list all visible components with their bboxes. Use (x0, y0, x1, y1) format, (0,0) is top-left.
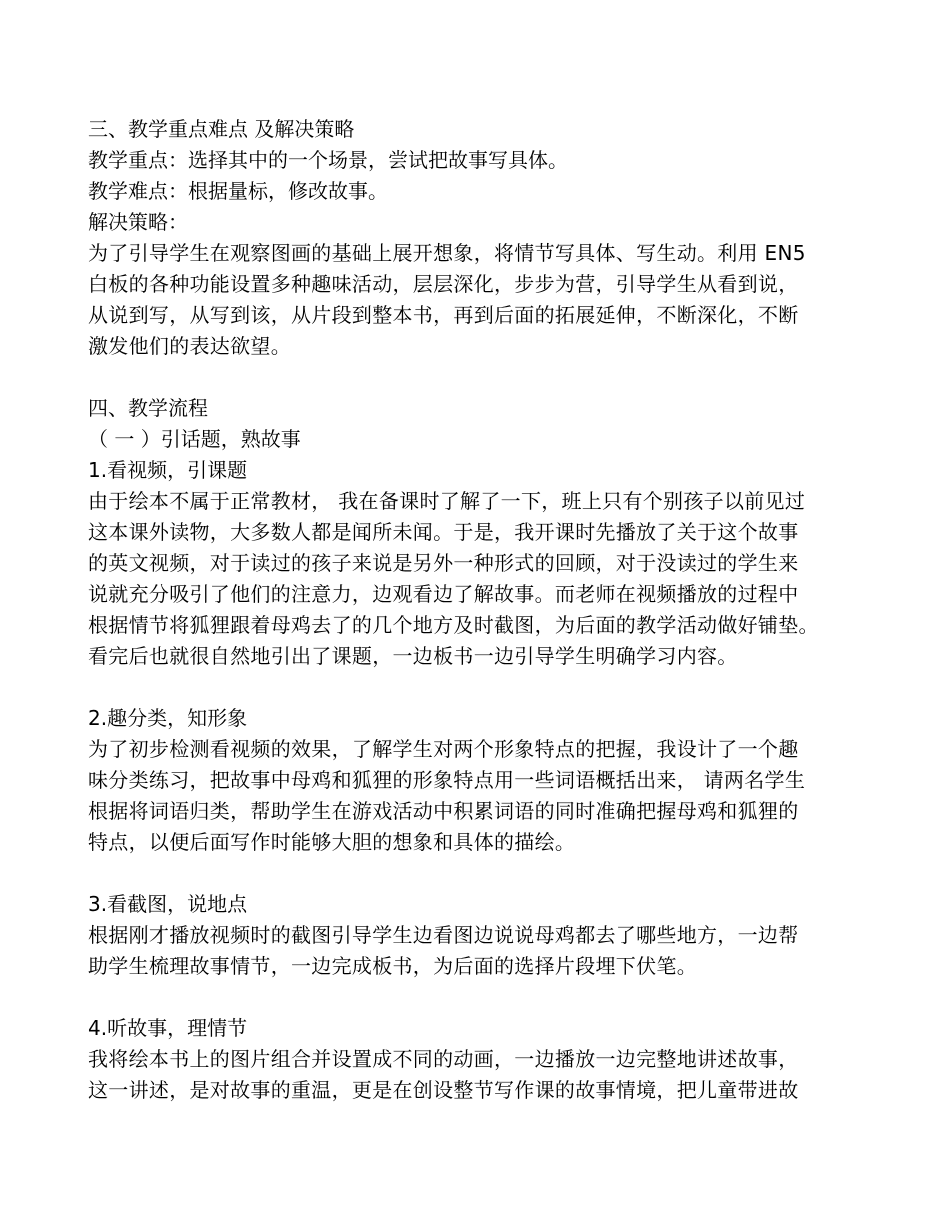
paragraph-line: 说就充分吸引了他们的注意力，边观看边了解故事。而老师在视频播放的过程中 (88, 582, 799, 606)
step-2-paragraph (88, 734, 863, 858)
paragraph-line: 由于绘本不属于正常教材， 我在备课时了解了一下，班上只有个别孩子以前见过 (88, 489, 806, 513)
paragraph-line: 白板的各种功能设置多种趣味活动，层层深化，步步为营，引导学生从看到说， (88, 272, 799, 296)
paragraph-line: 的英文视频，对于读过的孩子来说是另外一种形式的回顾，对于没读过的学生来 (88, 551, 799, 575)
step-1-paragraph (88, 486, 863, 672)
blank-line (88, 858, 863, 889)
paragraph-line: 助学生梳理故事情节，一边完成板书，为后面的选择片段埋下伏笔。 (88, 954, 697, 978)
paragraph-line: 特点，以便后面写作时能够大胆的想象和具体的描绘。 (88, 830, 576, 854)
section-heading-4: 四、教学流程 (88, 396, 208, 420)
step-4-title: 4.听故事，理情节 (88, 1016, 248, 1040)
paragraph-line: 我将绘本书上的图片组合并设置成不同的动画，一边播放一边完整地讲述故事， (88, 1047, 799, 1071)
paragraph-line: 看完后也就很自然地引出了课题，一边板书一边引导学生明确学习内容。 (88, 644, 738, 668)
step-2-title: 2.趣分类，知形象 (88, 706, 248, 730)
paragraph-line: 这一讲述，是对故事的重温，更是在创设整节写作课的故事情境，把儿童带进故 (88, 1078, 799, 1102)
paragraph-line: 味分类练习，把故事中母鸡和狐狸的形象特点用一些词语概括出来， 请两名学生 (88, 768, 806, 792)
step-3-paragraph (88, 920, 863, 982)
strategy-paragraph (88, 238, 863, 362)
document-page (88, 114, 863, 1106)
paragraph-line: 激发他们的表达欲望。 (88, 334, 291, 358)
paragraph-line: 根据将词语归类，帮助学生在游戏活动中积累词语的同时准确把握母鸡和狐狸的 (88, 799, 799, 823)
step-1-title: 1.看视频，引课题 (88, 458, 248, 482)
paragraph-line: 为了引导学生在观察图画的基础上展开想象，将情节写具体、写生动。利用 EN5 (88, 241, 806, 265)
difficulty-line: 教学难点：根据量标，修改故事。 (88, 179, 388, 203)
blank-line (88, 362, 863, 393)
paragraph-line: 根据刚才播放视频时的截图引导学生边看图边说说母鸡都去了哪些地方，一边帮 (88, 923, 799, 947)
paragraph-line: 从说到写，从写到该，从片段到整本书，再到后面的拓展延伸，不断深化，不断 (88, 303, 799, 327)
step-4-paragraph (88, 1044, 863, 1106)
part-heading: （ 一 ）引话题，熟故事 (88, 427, 301, 451)
section-heading-3: 三、教学重点难点 及解决策略 (88, 117, 355, 141)
paragraph-line: 这本课外读物，大多数人都是闻所未闻。于是，我开课时先播放了关于这个故事 (88, 520, 799, 544)
blank-line (88, 982, 863, 1013)
paragraph-line: 根据情节将狐狸跟着母鸡去了的几个地方及时截图，为后面的教学活动做好铺垫。 (88, 613, 819, 637)
step-3-title: 3.看截图，说地点 (88, 892, 248, 916)
blank-line (88, 672, 863, 703)
key-point-line: 教学重点：选择其中的一个场景，尝试把故事写具体。 (88, 148, 568, 172)
paragraph-line: 为了初步检测看视频的效果，了解学生对两个形象特点的把握，我设计了一个趣 (88, 737, 799, 761)
strategy-label: 解决策略： (88, 210, 188, 234)
